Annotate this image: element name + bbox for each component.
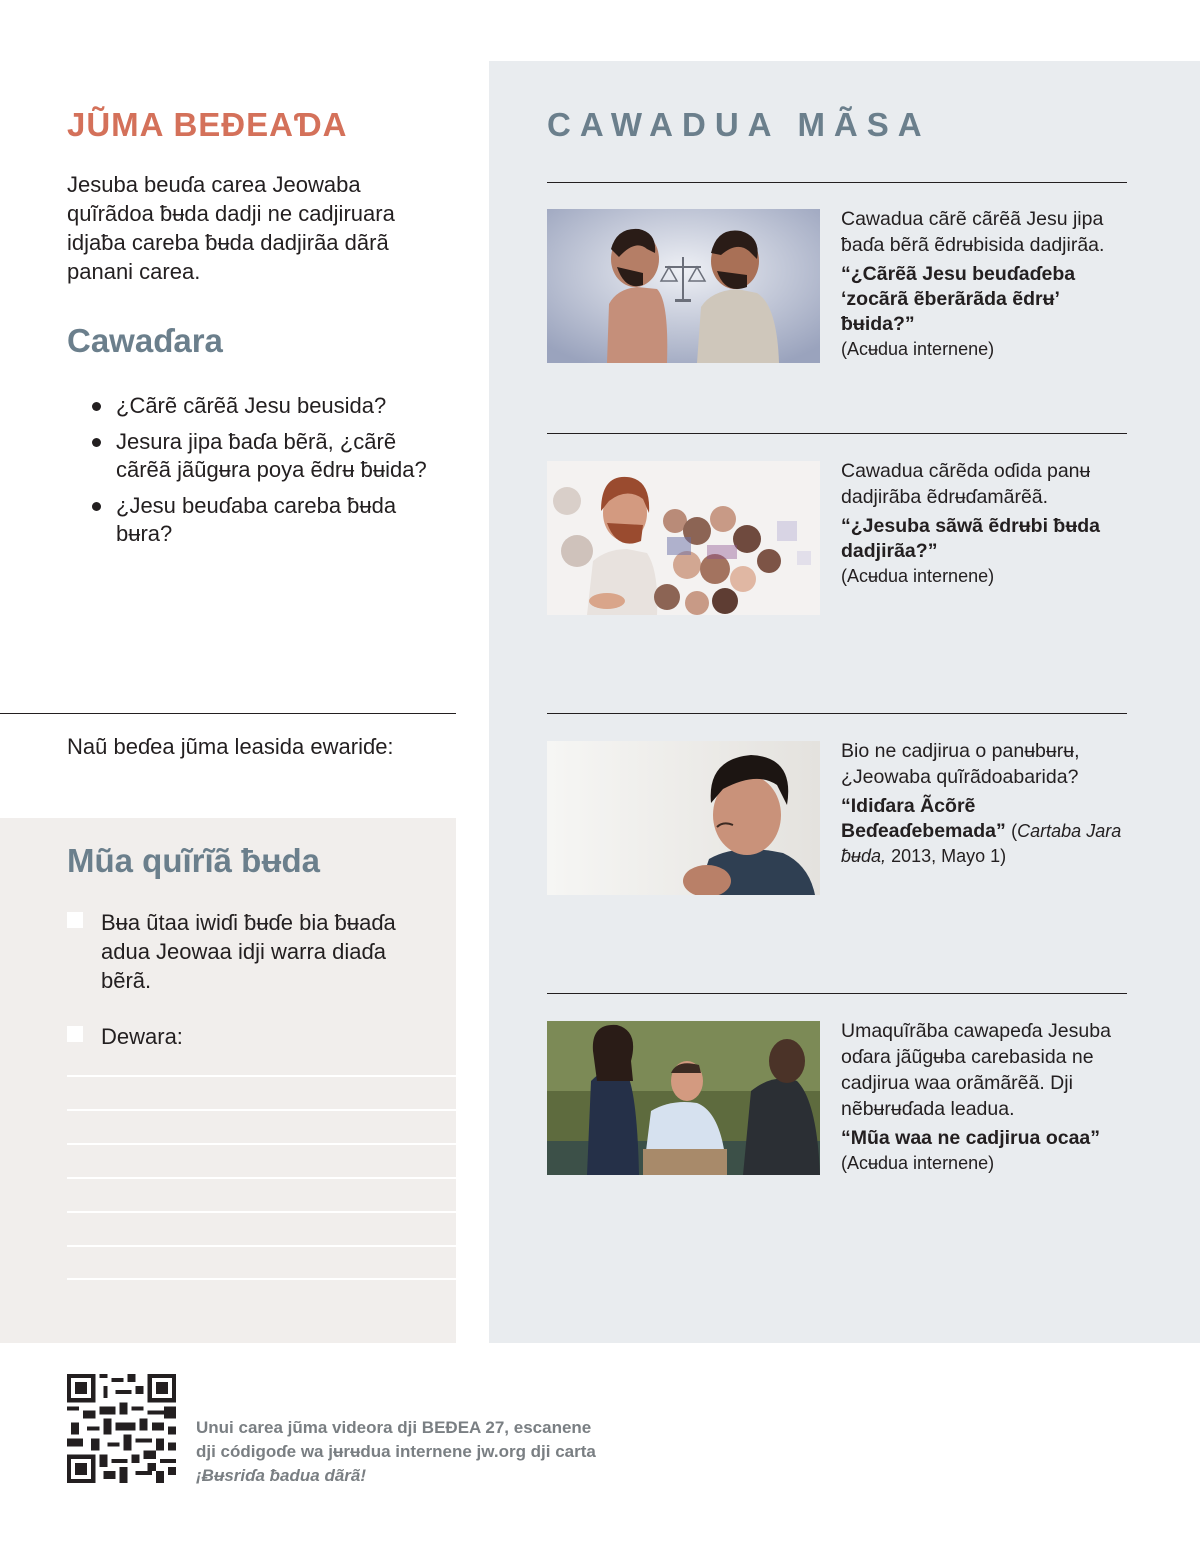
goal-text: Dewara: xyxy=(101,1024,183,1049)
card-link-title[interactable]: “¿Jesuba sãwã ẽdrʉbi ƀʉda dadjirãa?” xyxy=(841,515,1100,562)
questions-heading: Cawaɗara xyxy=(67,322,223,359)
card-text-ransom xyxy=(841,206,1131,362)
card-description: Bio ne cadjirua o panʉbʉrʉ, ¿Jeowaba quĩrãdoabarida? xyxy=(841,740,1080,788)
card-image-praying-man[interactable] xyxy=(547,741,820,895)
card-image-jesus-people[interactable] xyxy=(547,461,820,615)
write-line[interactable] xyxy=(67,1245,456,1247)
card-link[interactable] xyxy=(841,794,1131,869)
divider xyxy=(547,182,1127,183)
question-item xyxy=(90,428,450,484)
card-link-title[interactable]: “Mũa waa ne cadjirua ocaa” xyxy=(841,1127,1101,1149)
divider xyxy=(547,433,1127,434)
write-line[interactable] xyxy=(67,1143,456,1145)
bullet-icon xyxy=(92,502,101,511)
card-link[interactable] xyxy=(841,514,1131,589)
footer-line-3: ¡Ƀʉsriɗa ƀadua dãrã! xyxy=(196,1466,367,1485)
write-line[interactable] xyxy=(67,1075,456,1077)
qr-code-icon[interactable] xyxy=(67,1374,176,1483)
summary-text: Jesuba beuɗa carea Jeowaba quĩrãdoa ƀʉda dadji ne cadjiruara idjaƀa careba ƀʉda dadjirãa dãrã panani carea. xyxy=(67,172,395,284)
goal-text: Bʉa ũtaa iwiɗi ƀʉɗe bia ƀʉaɗa adua Jeowaa idji warra diaɗa bẽrã. xyxy=(101,910,396,993)
card-link-source: (Cartaba Jara ƀʉda, 2013, Mayo 1) xyxy=(841,821,1122,866)
card-description: Umaquĩrãba cawapeɗa Jesuba oɗara jãũgʉba carebasida ne cadjirua waa orãmãrẽã. Dji nẽbʉrʉɗada leadua. xyxy=(841,1020,1111,1120)
next-question-label: Naũ beɗea jũma leasida ewariɗe: xyxy=(67,734,394,759)
card-link-source: (Acʉdua internene) xyxy=(841,1153,995,1173)
write-line[interactable] xyxy=(67,1278,456,1280)
question-item xyxy=(90,392,450,420)
footer-line-1: Unui carea jũma videora dji BEƉEA 27, escanene xyxy=(196,1418,592,1437)
card-description: Cawadua cãrẽda oɗida panʉ dadjirãba ẽdrʉɗamãrẽã. xyxy=(841,460,1091,508)
question-text: Jesura jipa ƀaɗa bẽrã, ¿cãrẽ cãrẽã jãũgʉra poya ẽdrʉ ƀʉida? xyxy=(116,429,427,482)
footer-text xyxy=(196,1416,636,1488)
goal-checkbox[interactable] xyxy=(67,912,83,928)
write-line[interactable] xyxy=(67,1211,456,1213)
question-text: ¿Cãrẽ cãrẽã Jesu beusida? xyxy=(116,393,387,418)
card-link-source: (Acʉdua internene) xyxy=(841,339,995,359)
card-link-publication: Cartaba Jara ƀʉda, xyxy=(841,821,1122,866)
question-text: ¿Jesu beuɗaba careba ƀʉda bʉra? xyxy=(116,493,397,546)
divider xyxy=(0,713,456,714)
bullet-icon xyxy=(92,402,101,411)
questions-list xyxy=(90,392,450,556)
card-text-testimony xyxy=(841,1018,1131,1176)
card-text-forgiveness xyxy=(841,738,1131,869)
card-text-rescue xyxy=(841,458,1131,589)
write-line[interactable] xyxy=(67,1109,456,1111)
goals-panel-background xyxy=(0,818,456,1343)
card-image-couple[interactable] xyxy=(547,1021,820,1175)
card-link-title[interactable]: “Idiɗara Ãcõrẽ Beɗeaɗebemada” xyxy=(841,795,1006,842)
goals-heading: Mũa quĩrĩã ƀʉda xyxy=(67,842,321,879)
footer-line-2[interactable]: dji códigoɗe wa jʉrʉdua internene jw.org dji carta xyxy=(196,1442,596,1461)
summary-title: JŨMA BEƉEAƊA xyxy=(67,106,348,143)
card-link-source: (Acʉdua internene) xyxy=(841,566,995,586)
card-description: Cawadua cãrẽ cãrẽã Jesu jipa ƀaɗa bẽrã ẽdrʉbisida dadjirãa. xyxy=(841,208,1105,256)
divider xyxy=(547,993,1127,994)
divider xyxy=(547,713,1127,714)
card-image-ransom[interactable] xyxy=(547,209,820,363)
card-link-title[interactable]: “¿Cãrẽã Jesu beuɗaɗeba ‘zocãrã ẽberãrãda ẽdrʉ’ ƀʉida?” xyxy=(841,263,1076,335)
explore-title: CAWADUA MÃSA xyxy=(547,106,931,143)
question-item xyxy=(90,492,450,548)
card-link[interactable] xyxy=(841,1126,1131,1176)
goal-checkbox[interactable] xyxy=(67,1026,83,1042)
card-link[interactable] xyxy=(841,262,1131,362)
card-link-date: 2013, Mayo 1) xyxy=(891,846,1007,866)
write-line[interactable] xyxy=(67,1177,456,1179)
bullet-icon xyxy=(92,438,101,447)
